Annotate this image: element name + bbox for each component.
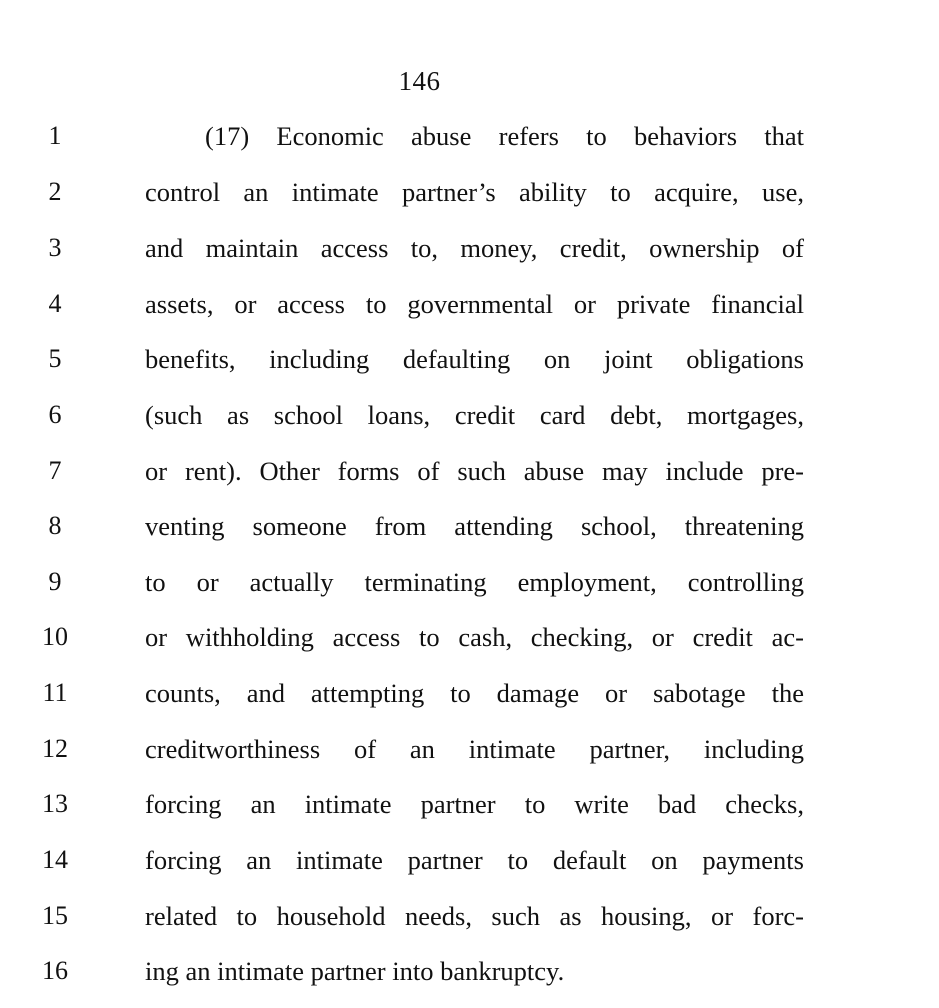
line-text: and maintain access to, money, credit, ownership of: [145, 233, 804, 263]
text-line: [0, 506, 939, 546]
page-number: 146: [398, 66, 441, 96]
line-number: 9: [48, 567, 62, 596]
line-number: 4: [48, 289, 62, 318]
line-text: or withholding access to cash, checking, or credit ac-: [145, 622, 804, 652]
line-text: creditworthiness of an intimate partner, including: [145, 734, 804, 764]
text-line: [0, 228, 939, 268]
line-text: forcing an intimate partner to write bad checks,: [145, 789, 804, 819]
line-number: 13: [42, 789, 68, 818]
line-text: venting someone from attending school, threatening: [145, 511, 804, 541]
line-number: 5: [48, 344, 62, 373]
line-number: 10: [42, 622, 68, 651]
line-text: or rent). Other forms of such abuse may include pre-: [145, 456, 804, 486]
line-number: 1: [48, 121, 62, 150]
line-number: 8: [48, 511, 62, 540]
text-line: [0, 284, 939, 324]
line-number: 3: [48, 233, 62, 262]
line-text: to or actually terminating employment, controlling: [145, 567, 804, 597]
line-number: 7: [48, 456, 62, 485]
line-number: 2: [48, 177, 62, 206]
line-text: control an intimate partner’s ability to acquire, use,: [145, 177, 804, 207]
text-line: [0, 451, 939, 491]
line-number: 12: [42, 734, 68, 763]
line-text: (17) Economic abuse refers to behaviors that: [205, 121, 804, 151]
line-number: 15: [42, 901, 68, 930]
text-line: [0, 617, 939, 657]
line-text: assets, or access to governmental or private financial: [145, 289, 804, 319]
text-line: [0, 673, 939, 713]
text-line: [0, 896, 939, 936]
line-number: 16: [42, 956, 68, 985]
text-line: [0, 729, 939, 769]
line-text: benefits, including defaulting on joint obligations: [145, 344, 804, 374]
text-line: [0, 339, 939, 379]
line-text: (such as school loans, credit card debt, mortgages,: [145, 400, 804, 430]
text-line: [0, 395, 939, 435]
text-line: [0, 951, 939, 991]
text-line: [0, 116, 939, 156]
line-text: ing an intimate partner into bankruptcy.: [145, 956, 565, 986]
line-number: 6: [48, 400, 62, 429]
line-number: 14: [42, 845, 68, 874]
line-text: forcing an intimate partner to default on payments: [145, 845, 804, 875]
line-text: related to household needs, such as housing, or forc-: [145, 901, 804, 931]
line-text: counts, and attempting to damage or sabotage the: [145, 678, 804, 708]
text-line: [0, 784, 939, 824]
line-number: 11: [42, 678, 68, 707]
text-line: [0, 172, 939, 212]
text-line: [0, 562, 939, 602]
text-line: [0, 840, 939, 880]
